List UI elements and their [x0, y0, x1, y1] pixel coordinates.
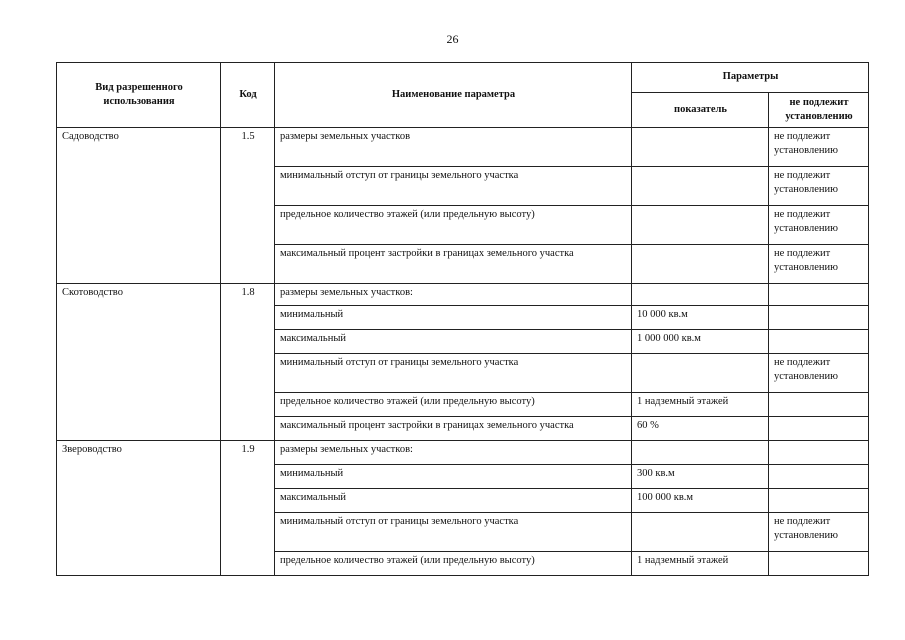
indicator-cell: 60 %	[632, 417, 769, 441]
parameter-name-cell: максимальный процент застройки в границах земельного участка	[275, 417, 632, 441]
not-set-cell	[769, 465, 869, 489]
parameter-name-cell: минимальный отступ от границы земельного участка	[275, 167, 632, 206]
not-set-cell: не подлежит установлению	[769, 206, 869, 245]
indicator-cell	[632, 513, 769, 552]
code-cell: 1.8	[221, 284, 275, 441]
header-activity: Вид разрешенного использования	[57, 63, 221, 128]
indicator-cell: 1 000 000 кв.м	[632, 330, 769, 354]
activity-cell: Звероводство	[57, 441, 221, 576]
not-set-cell	[769, 393, 869, 417]
indicator-cell: 300 кв.м	[632, 465, 769, 489]
code-cell: 1.9	[221, 441, 275, 576]
parameter-name-cell: размеры земельных участков:	[275, 284, 632, 306]
parameter-name-cell: минимальный отступ от границы земельного участка	[275, 513, 632, 552]
indicator-cell	[632, 128, 769, 167]
parameter-name-cell: максимальный	[275, 489, 632, 513]
parameters-table	[56, 62, 869, 576]
not-set-cell	[769, 284, 869, 306]
parameter-name-cell: минимальный	[275, 465, 632, 489]
parameter-name-cell: максимальный процент застройки в границах земельного участка	[275, 245, 632, 284]
page-number: 26	[446, 32, 459, 46]
parameter-name-cell: размеры земельных участков	[275, 128, 632, 167]
indicator-cell: 100 000 кв.м	[632, 489, 769, 513]
parameter-name-cell: предельное количество этажей (или предельную высоту)	[275, 206, 632, 245]
not-set-cell	[769, 441, 869, 465]
not-set-cell	[769, 306, 869, 330]
indicator-cell	[632, 354, 769, 393]
not-set-cell: не подлежит установлению	[769, 354, 869, 393]
header-not-set: не подлежит установлению	[769, 93, 869, 128]
activity-cell: Скотоводство	[57, 284, 221, 441]
indicator-cell	[632, 284, 769, 306]
indicator-cell: 1 надземный этажей	[632, 393, 769, 417]
indicator-cell: 10 000 кв.м	[632, 306, 769, 330]
not-set-cell	[769, 489, 869, 513]
table-row	[57, 284, 869, 306]
table-row	[57, 441, 869, 465]
not-set-cell: не подлежит установлению	[769, 245, 869, 284]
parameter-name-cell: минимальный отступ от границы земельного участка	[275, 354, 632, 393]
not-set-cell	[769, 552, 869, 576]
table-header	[57, 63, 869, 128]
code-cell: 1.5	[221, 128, 275, 284]
not-set-cell: не подлежит установлению	[769, 513, 869, 552]
header-indicator: показатель	[632, 93, 769, 128]
table-body	[57, 128, 869, 576]
header-code: Код	[221, 63, 275, 128]
not-set-cell: не подлежит установлению	[769, 167, 869, 206]
activity-cell: Садоводство	[57, 128, 221, 284]
header-params: Параметры	[632, 63, 869, 93]
not-set-cell	[769, 330, 869, 354]
not-set-cell: не подлежит установлению	[769, 128, 869, 167]
parameter-name-cell: минимальный	[275, 306, 632, 330]
parameter-name-cell: размеры земельных участков:	[275, 441, 632, 465]
parameter-name-cell: предельное количество этажей (или предельную высоту)	[275, 552, 632, 576]
not-set-cell	[769, 417, 869, 441]
indicator-cell	[632, 441, 769, 465]
indicator-cell	[632, 206, 769, 245]
indicator-cell	[632, 167, 769, 206]
indicator-cell: 1 надземный этажей	[632, 552, 769, 576]
table-row	[57, 128, 869, 167]
parameter-name-cell: максимальный	[275, 330, 632, 354]
indicator-cell	[632, 245, 769, 284]
header-parameter: Наименование параметра	[275, 63, 632, 128]
parameter-name-cell: предельное количество этажей (или предельную высоту)	[275, 393, 632, 417]
